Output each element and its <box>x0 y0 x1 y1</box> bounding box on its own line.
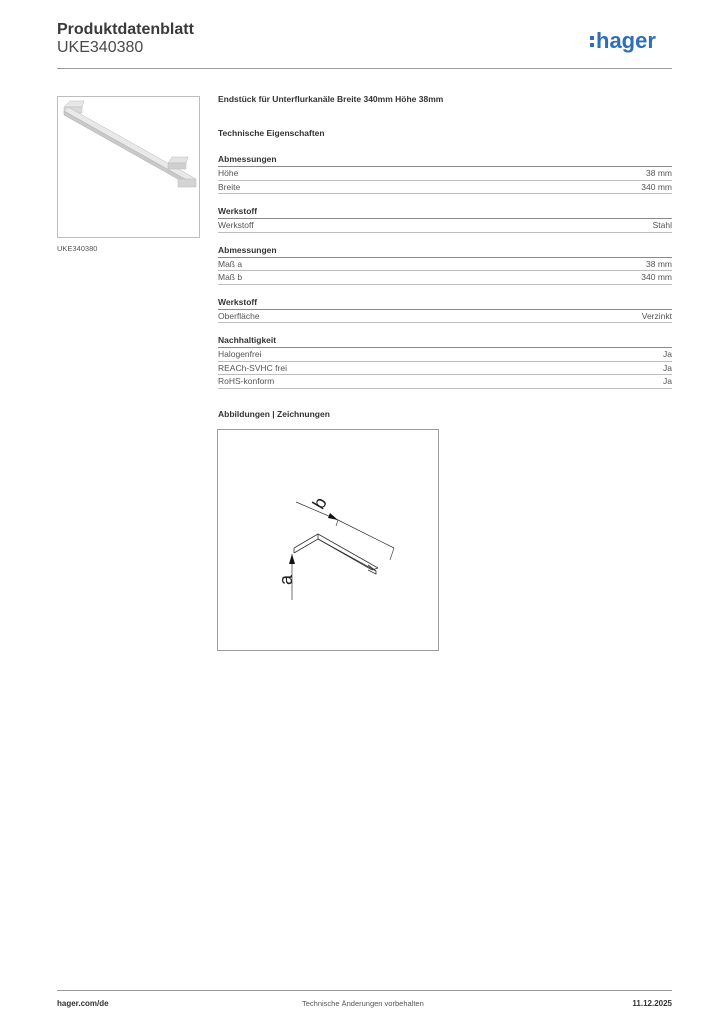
property-value: 340 mm <box>641 181 672 192</box>
property-value: Stahl <box>652 220 672 230</box>
property-row <box>218 271 672 285</box>
property-row <box>218 310 672 324</box>
property-row <box>218 348 672 362</box>
property-row <box>218 167 672 181</box>
section-dimensions <box>218 154 672 194</box>
section-title: Abmessungen <box>218 245 672 258</box>
property-value: 38 mm <box>646 258 672 269</box>
section-surface <box>218 297 672 324</box>
property-value: Verzinkt <box>641 310 672 321</box>
property-row <box>218 181 672 195</box>
drawings-title: Abbildungen | Zeichnungen <box>218 408 330 419</box>
technical-drawing <box>217 429 439 651</box>
property-row <box>218 258 672 272</box>
property-value: 340 mm <box>641 272 672 282</box>
technical-properties-title: Technische Eigenschaften <box>218 128 325 138</box>
section-title: Werkstoff <box>218 297 672 310</box>
image-caption: UKE340380 <box>57 244 98 253</box>
section-material <box>218 206 672 233</box>
property-label: REACh-SVHC frei <box>218 362 287 373</box>
property-value: Ja <box>663 362 672 373</box>
property-label: Höhe <box>218 168 239 178</box>
property-row <box>218 219 672 233</box>
property-label: Werkstoff <box>218 220 254 230</box>
article-number: UKE340380 <box>57 39 144 56</box>
footer-date: 11.12.2025 <box>632 999 672 1008</box>
section-title: Abmessungen <box>218 154 672 167</box>
section-sustainability <box>218 335 672 389</box>
product-description: Endstück für Unterflurkanäle Breite 340mm Höhe 38mm <box>218 94 444 104</box>
section-dimensions-ab <box>218 245 672 285</box>
product-image <box>57 96 200 238</box>
content-column <box>218 94 672 651</box>
dimension-label-b: b <box>308 493 331 512</box>
property-value: 38 mm <box>646 168 672 178</box>
property-label: Maß b <box>218 272 243 282</box>
section-title: Werkstoff <box>218 206 672 219</box>
footer-divider <box>57 990 672 991</box>
property-label: Breite <box>218 181 241 192</box>
dimension-label-a: a <box>276 574 296 585</box>
logo-text: hager <box>596 28 656 53</box>
property-label: Oberfläche <box>218 310 260 321</box>
section-title: Nachhaltigkeit <box>218 335 672 348</box>
property-value: Ja <box>663 376 672 386</box>
property-row <box>218 362 672 376</box>
property-label: Maß a <box>218 258 243 269</box>
hager-logo <box>590 28 674 56</box>
property-label: Halogenfrei <box>218 349 262 359</box>
property-label: RoHS-konform <box>218 376 275 386</box>
property-row <box>218 375 672 389</box>
page-title: Produktdatenblatt <box>57 21 194 38</box>
property-value: Ja <box>663 349 672 359</box>
header-divider <box>57 68 672 69</box>
footer-website[interactable]: hager.com/de <box>57 999 109 1008</box>
footer-notice: Technische Änderungen vorbehalten <box>302 999 424 1008</box>
